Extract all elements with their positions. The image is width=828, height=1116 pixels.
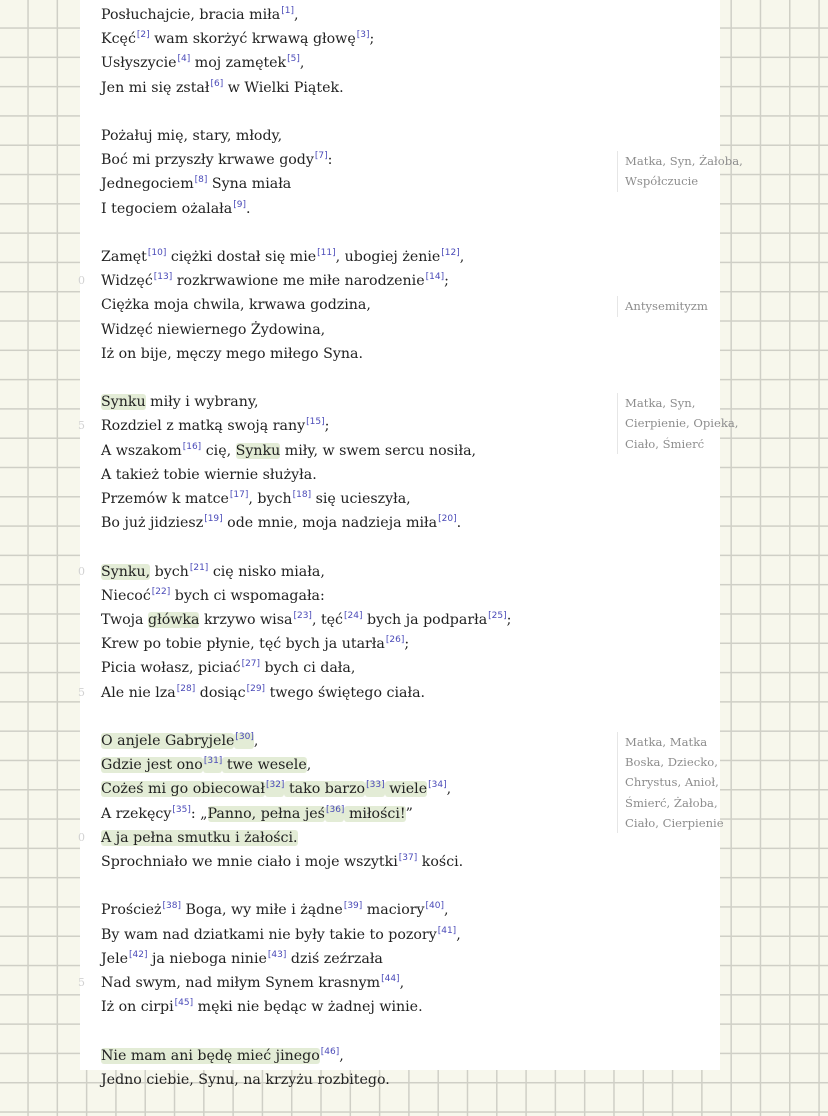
verse-text: się ucieszyła, [311, 491, 411, 508]
theme-tags[interactable]: Matka, Syn, Żałoba, Współczucie [617, 151, 745, 191]
document-page [78, 0, 743, 1088]
verse-text: ciężki dostał się mie [166, 249, 317, 265]
line-number: 5 [78, 419, 85, 433]
verse-line [101, 76, 601, 100]
verse-text: miły, w swem sercu nosiła, [280, 442, 477, 459]
verse-text: ja nieboga ninie [147, 950, 267, 967]
verse-text: Nad swym, nad miłym Synem krasnym [101, 975, 381, 992]
verse-text: By wam nad dziatkami nie były takie to pozory [101, 926, 437, 943]
verse-text: męki nie będąc w żadnej winie. [193, 999, 423, 1016]
verse-text: dosiąc [195, 684, 246, 701]
verse-text: Picia wołasz, piciać [101, 660, 241, 677]
verse-text: , [446, 781, 452, 798]
verse-text: moj zamętek [190, 55, 287, 72]
verse-text: Posłuchajcie, bracia miła [101, 7, 281, 23]
verse-line [101, 947, 601, 971]
stanza [78, 729, 724, 874]
verse-text: : [327, 152, 333, 169]
verse-text: , [293, 7, 299, 23]
highlight[interactable] [234, 733, 253, 749]
verse-line [101, 1044, 601, 1068]
verse-text: Jele [101, 950, 129, 967]
verse-text: ; [404, 636, 410, 653]
verse-text: miły i wybrany, [145, 394, 259, 411]
footnote-link[interactable]: [43] [267, 949, 287, 960]
footnote-link[interactable]: [20] [438, 514, 457, 525]
verse-text: twego świętego ciała. [265, 684, 426, 701]
verse-text: . [245, 200, 251, 217]
verse-text: Usłyszycie [101, 55, 177, 72]
verse-line [101, 439, 601, 463]
footnote-link[interactable]: [4] [177, 54, 191, 65]
verse-text: cię, [201, 442, 236, 459]
verse-line [101, 172, 601, 196]
theme-tags[interactable]: Matka, Syn, Cierpienie, Opieka, Ciało, Śmierć [617, 393, 745, 454]
highlight[interactable] [265, 781, 284, 797]
verse-line [101, 632, 601, 656]
footnote-link[interactable]: [18] [292, 490, 312, 501]
footnote-link[interactable]: [8] [194, 175, 208, 186]
footnote-link[interactable]: [32] [265, 780, 285, 791]
verse-text: , [253, 733, 259, 750]
verse-line [101, 753, 601, 777]
footnote-link[interactable]: [29] [246, 683, 266, 694]
footnote-link[interactable]: [26] [385, 635, 405, 646]
verse-line [101, 777, 601, 801]
verse-line [101, 584, 601, 608]
verse-text: Sprochniało we mnie ciało i moje wszytki [101, 854, 398, 871]
verse-text: , [399, 975, 405, 992]
verse-text: . [456, 515, 462, 532]
verse-text: Iż on cirpi [101, 999, 174, 1016]
footnote-link[interactable]: [22] [151, 586, 171, 597]
verse-text: , ubogiej żenie [335, 249, 441, 265]
verse-text: kości. [417, 854, 464, 871]
verse-line [101, 124, 601, 148]
verse-text: A takież tobie wiernie służyła. [101, 466, 317, 483]
footnote-link[interactable]: [10] [147, 248, 167, 258]
verse-text: Jedno ciebie, Synu, na krzyżu rozbitego. [101, 1071, 390, 1088]
verse-text: bych ci wspomagała: [170, 587, 325, 604]
highlight[interactable] [325, 806, 344, 822]
highlighted-text[interactable]: Synku, [101, 563, 151, 580]
verse-line [101, 608, 601, 632]
verse-text: I tegociem ożalała [101, 200, 233, 217]
verse-line [78, 681, 601, 705]
footnote-link[interactable]: [46] [320, 1046, 340, 1057]
verse-line [101, 51, 601, 75]
verse-text: dziś zeźrzała [286, 950, 383, 967]
verse-text: ; [369, 31, 375, 48]
verse-text: Boć mi przyszły krwawe gody [101, 152, 314, 169]
verse-line [101, 995, 601, 1019]
verse-line [101, 318, 601, 342]
verse-text: Twoja [101, 612, 149, 629]
verse-line [101, 802, 601, 826]
highlighted-text[interactable]: O anjele Gabryjele [101, 733, 235, 750]
verse-text: maciory [362, 902, 425, 919]
verse-line [101, 3, 601, 27]
stanza [78, 898, 601, 1019]
verse-text: rozkrwawione me miłe narodzenie [172, 273, 425, 290]
highlighted-text[interactable]: Synku [235, 442, 281, 459]
verse-text: ; [444, 273, 449, 290]
footnote-link[interactable]: [2] [136, 30, 150, 41]
footnote-link[interactable]: [33] [366, 780, 385, 791]
line-number: 5 [78, 685, 85, 699]
footnote-link[interactable]: [42] [129, 949, 148, 960]
footnote-link[interactable]: [1] [281, 6, 294, 16]
verse-text: Pożałuj mię, stary, młody, [101, 128, 283, 144]
verse-line [101, 245, 601, 269]
verse-text: Krew po tobie płynie, tęć bych ja utarła [101, 636, 385, 653]
verse-text: ; [506, 612, 512, 629]
footnote-link[interactable]: [40] [425, 901, 445, 912]
verse-text: Bo już jidziesz [101, 515, 204, 532]
highlighted-text[interactable]: twe wesele [222, 757, 307, 774]
highlighted-text[interactable]: tako barzo [284, 781, 366, 798]
highlighted-text[interactable]: wiele [384, 781, 428, 798]
verse-line [101, 342, 601, 366]
verse-text: Proścież [101, 902, 162, 919]
verse-line [101, 197, 601, 221]
verse-line [101, 487, 601, 511]
line-number: 5 [78, 976, 85, 990]
verse-text: , bych [248, 491, 292, 508]
stanza [101, 3, 601, 100]
verse-text: A rzekęcy [101, 805, 172, 822]
verse-line [101, 463, 601, 487]
verse-text: krzywo wisa [199, 612, 293, 629]
verse-line [101, 656, 601, 680]
footnote-link[interactable]: [31] [203, 756, 223, 767]
verse-line [78, 560, 601, 584]
footnote-link[interactable]: [45] [174, 998, 194, 1009]
footnote-link[interactable]: [44] [381, 974, 400, 985]
stanza [78, 245, 708, 366]
verse-text: , [444, 902, 449, 919]
verse-text: Jednegociem [101, 176, 194, 193]
verse-text: ode mnie, moja nadzieja miła [222, 515, 438, 532]
verse-text: bych ci dała, [260, 660, 356, 677]
highlighted-text[interactable]: A ja pełna smutku i żałości. [101, 829, 298, 846]
verse-text: , [299, 55, 305, 72]
verse-text: : „ [190, 805, 208, 822]
verse-text: w Wielki Piątek. [223, 79, 344, 96]
footnote-link[interactable]: [3] [356, 30, 370, 41]
verse-text: ; [324, 418, 330, 435]
highlight[interactable] [365, 781, 384, 797]
verse-text: Zamęt [101, 249, 147, 265]
verse-text: , [459, 249, 465, 265]
verse-text: Jen mi się zstał [101, 79, 210, 96]
highlighted-text[interactable]: Panno, pełna jeś [207, 805, 325, 822]
footnote-link[interactable]: [39] [343, 901, 363, 912]
verse-text: Niecoć [101, 587, 151, 604]
verse-text: Iż on bije, męczy mego miłego Syna. [101, 345, 363, 362]
verse-line [78, 414, 601, 438]
verse-text: Ciężka moja chwila, krwawa godzina, [101, 297, 371, 314]
verse-text: bych ja podparła [362, 612, 488, 629]
footnote-link[interactable]: [24] [344, 611, 363, 622]
verse-line [78, 269, 601, 293]
line-number: 0 [78, 830, 85, 844]
line-number: 0 [78, 564, 85, 578]
verse-text: , [339, 1047, 344, 1064]
footnote-link[interactable]: [13] [153, 272, 173, 283]
footnote-link[interactable]: [41] [437, 925, 457, 936]
highlighted-text[interactable]: główka [148, 612, 200, 629]
verse-text: , [306, 757, 312, 774]
footnote-link[interactable]: [23] [293, 611, 312, 622]
verse-line [101, 923, 601, 947]
footnote-link[interactable]: [7] [314, 151, 328, 162]
footnote-link[interactable]: [38] [162, 901, 181, 912]
highlighted-text[interactable]: miłości! [344, 805, 406, 822]
verse-text: , tęć [311, 612, 344, 629]
verse-line [101, 148, 601, 172]
verse-text: Widzęć niewiernego Żydowina, [101, 321, 326, 338]
verse-text: , [456, 926, 461, 943]
verse-text: Ale nie lza [101, 684, 176, 701]
verse-line [78, 826, 601, 850]
footnote-link[interactable]: [25] [488, 611, 507, 622]
verse-line [101, 898, 601, 922]
line-number: 0 [78, 274, 85, 288]
footnote-link[interactable]: [27] [241, 659, 261, 670]
footnote-link[interactable]: [5] [287, 54, 300, 65]
verse-text: bych [150, 563, 189, 580]
highlighted-text[interactable]: Cożeś mi go obiecował [101, 781, 265, 798]
highlighted-text[interactable]: Nie mam ani będę mieć jinego [101, 1047, 320, 1064]
verse-line [101, 729, 601, 753]
footnote-link[interactable]: [37] [398, 853, 418, 864]
verse-text: Przemów k matce [101, 491, 229, 508]
highlighted-text[interactable]: Synku [101, 394, 146, 411]
footnote-link[interactable]: [11] [317, 248, 336, 258]
theme-tags[interactable]: Matka, Matka Boska, Dziecko, Chrystus, Anioł, Śmierć, Żałoba, Ciało, Cierpienie [617, 732, 745, 833]
verse-line [101, 27, 601, 51]
verse-text: Syna miała [207, 176, 292, 193]
stanza [101, 1044, 601, 1092]
footnote-link[interactable]: [14] [425, 272, 445, 283]
verse-text: wam skorżyć krwawą głowę [149, 31, 356, 48]
verse-line [78, 971, 601, 995]
footnote-link[interactable]: [12] [441, 248, 460, 258]
theme-tags[interactable]: Antysemityzm [617, 296, 745, 316]
verse-text: ” [405, 805, 413, 822]
footnote-link[interactable]: [34] [428, 780, 447, 791]
footnote-link[interactable]: [6] [210, 78, 224, 89]
verse-text: Boga, wy miłe i żądne [181, 902, 343, 919]
footnote-link[interactable]: [21] [189, 562, 209, 573]
stanza [101, 124, 743, 221]
poem-text [78, 3, 743, 1116]
footnote-link[interactable]: [15] [306, 417, 325, 428]
footnote-link[interactable]: [36] [325, 804, 345, 815]
stanza [78, 560, 601, 705]
footnote-link[interactable]: [30] [235, 732, 254, 743]
footnote-link[interactable]: [16] [182, 441, 202, 452]
footnote-link[interactable]: [35] [172, 804, 191, 815]
highlighted-text[interactable]: Gdzie jest ono [101, 757, 203, 774]
verse-text: Rozdziel z matką swoją rany [101, 418, 306, 435]
stanza [78, 390, 739, 535]
verse-line [101, 511, 601, 535]
verse-line [101, 390, 601, 414]
verse-line [101, 293, 601, 317]
highlight[interactable] [203, 757, 222, 773]
footnote-link[interactable]: [28] [176, 683, 196, 694]
footnote-link[interactable]: [19] [204, 514, 223, 525]
verse-line [101, 1068, 601, 1092]
verse-text: Widzęć [101, 273, 153, 290]
footnote-link[interactable]: [17] [229, 490, 249, 501]
verse-text: A wszakom [101, 442, 182, 459]
footnote-link[interactable]: [9] [233, 199, 246, 210]
verse-text: cię nisko miała, [208, 563, 325, 580]
verse-line [101, 850, 601, 874]
verse-text: Kcęć [101, 31, 136, 48]
